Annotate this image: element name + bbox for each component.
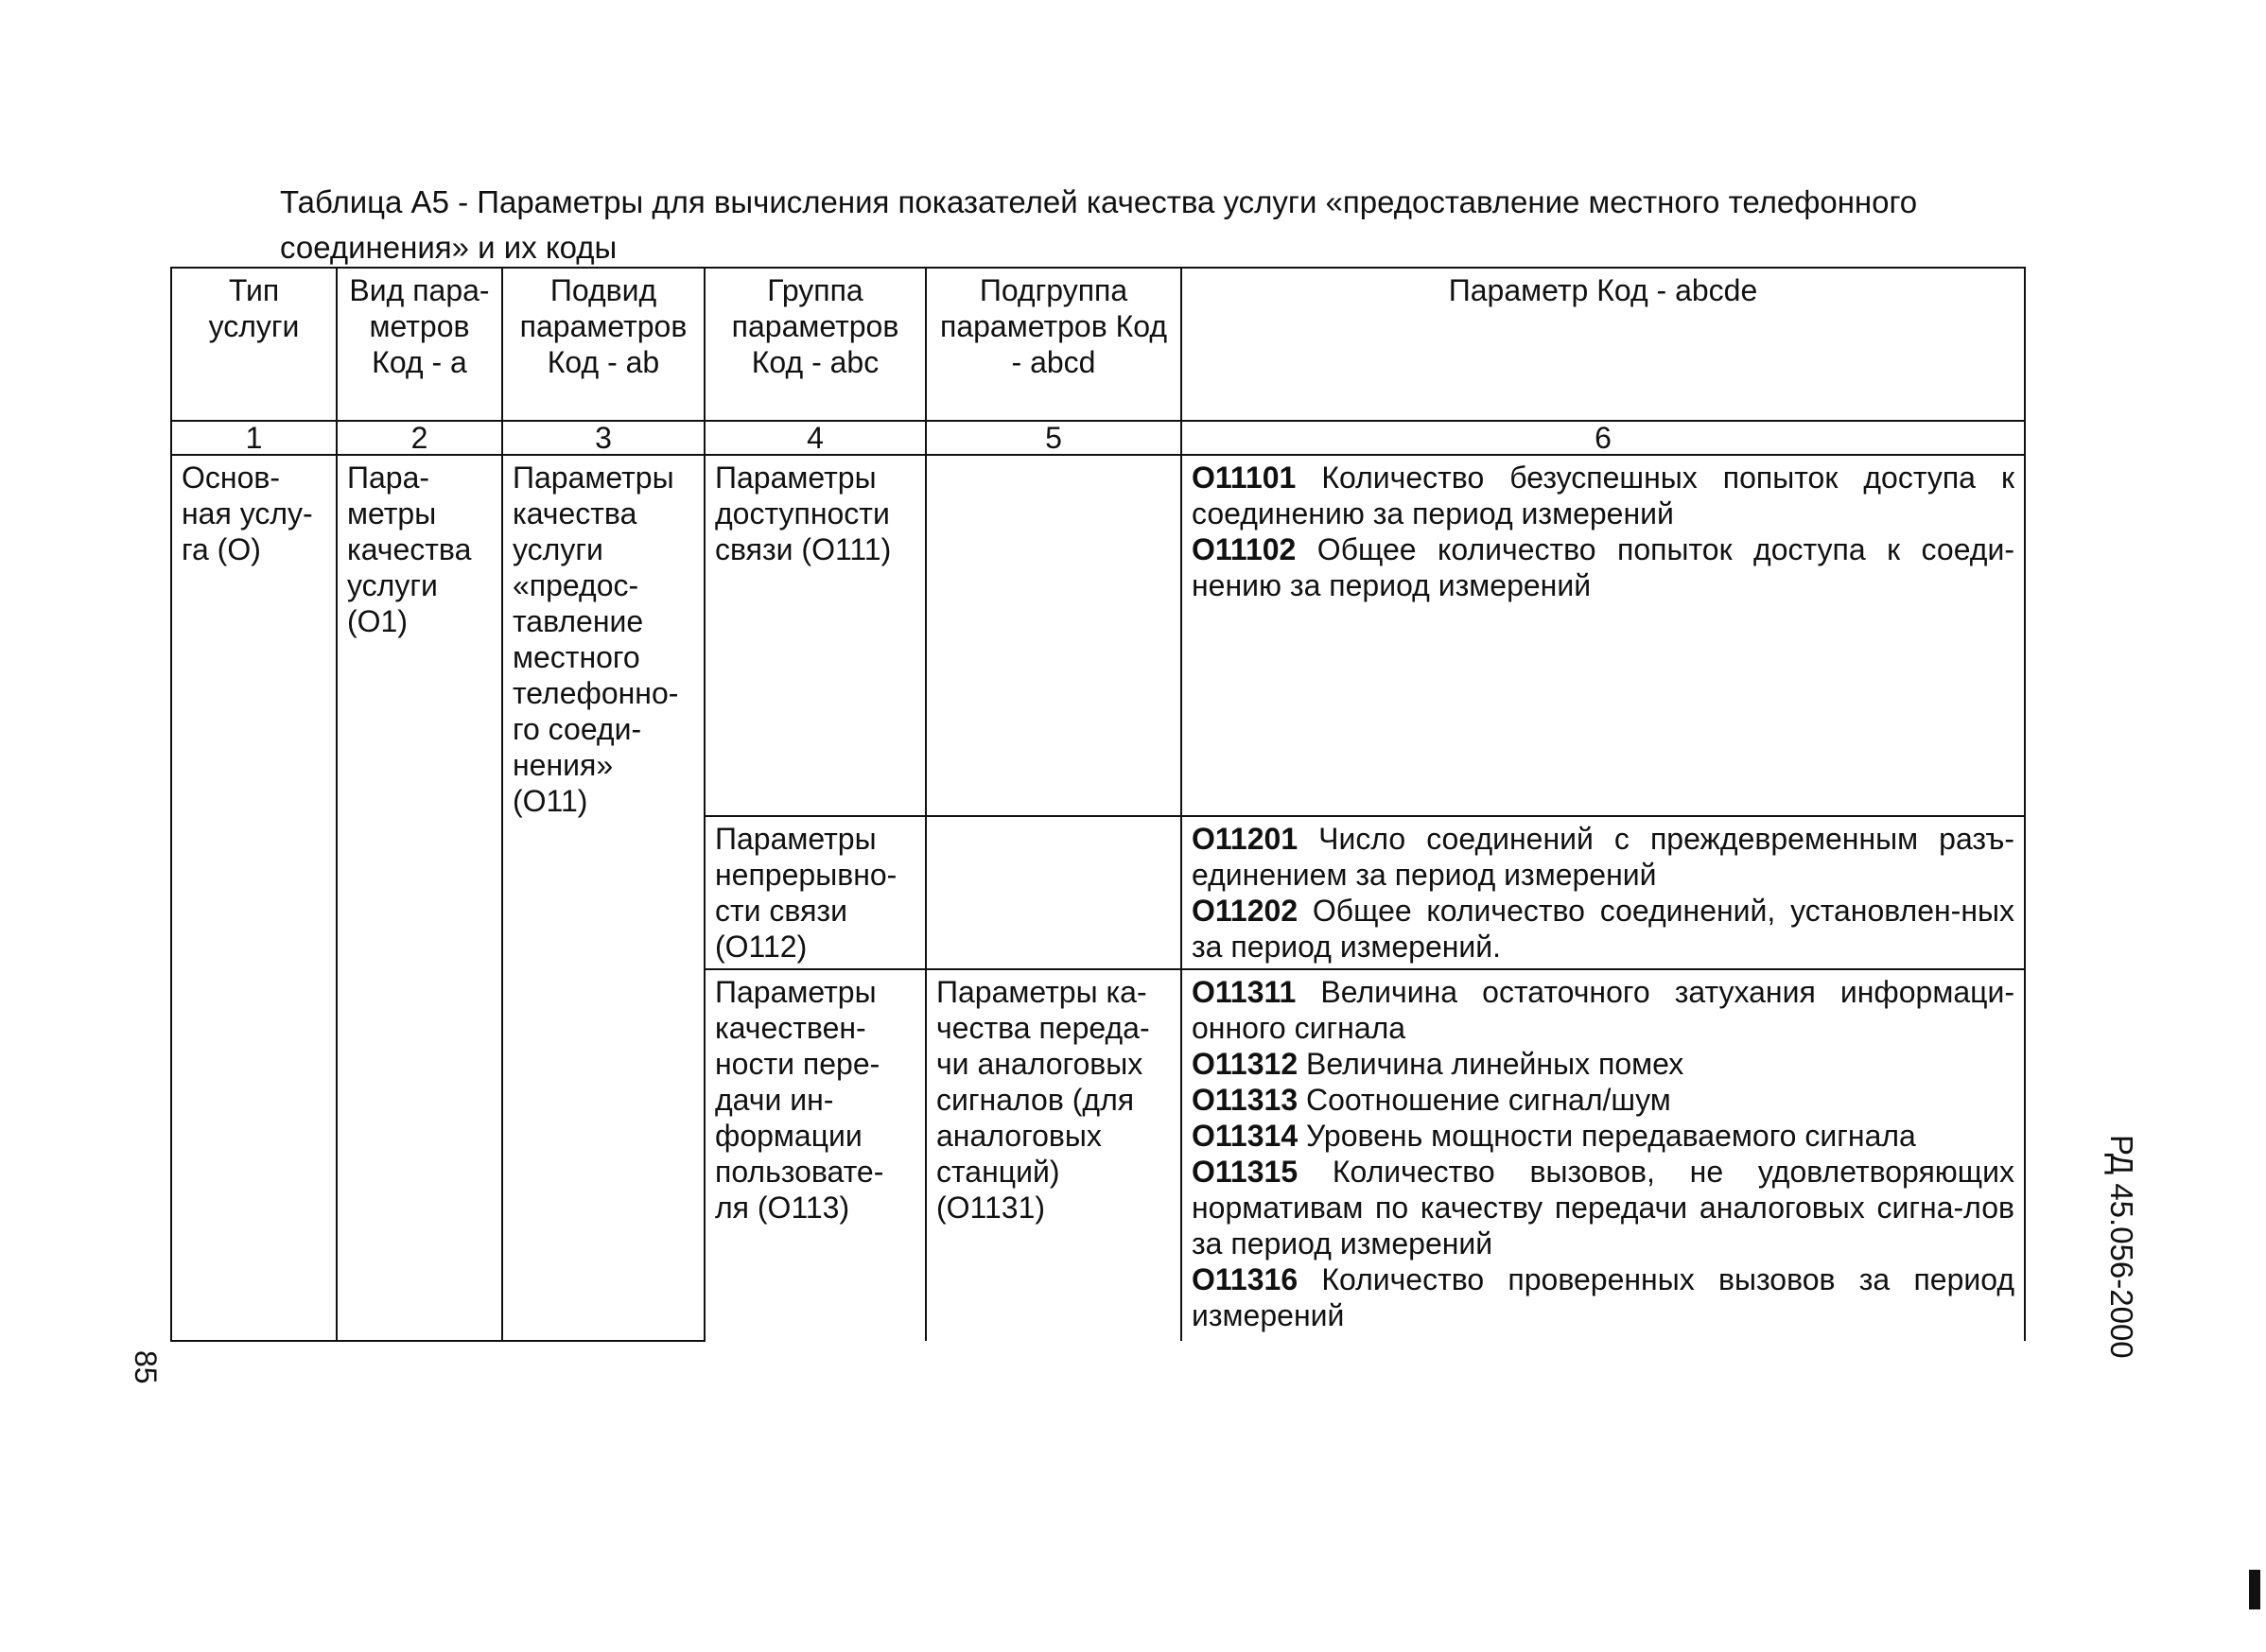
column-number: 2: [337, 421, 502, 455]
column-number: 5: [926, 421, 1181, 455]
subgroup-cell: Параметры ка-чества переда-чи аналоговых сигналов (для аналоговых станций) (О1131): [926, 969, 1181, 1341]
column-number: 1: [171, 421, 337, 455]
params-cell: [1181, 455, 2025, 816]
param-code: О11312: [1192, 1047, 1299, 1081]
param-entry: [1192, 893, 2014, 965]
param-text: Число соединений с преждевременным разъ-единением за период измерений: [1192, 822, 2015, 892]
header-cell: Подвид параметров Код - ab: [502, 268, 705, 421]
param-text: Общее количество попыток доступа к соеди-нению за период измерений: [1192, 532, 2015, 602]
table-caption: Таблица А5 - Параметры для вычисления показателей качества услуги «предоставление местного телефонного соединения» и их коды: [280, 184, 1918, 265]
param-code: О11314: [1192, 1119, 1299, 1153]
params-cell: [1181, 969, 2025, 1341]
header-row: [171, 268, 2025, 421]
param-text: Величина остаточного затухания информаци-онного сигнала: [1192, 975, 2014, 1045]
param-text: Соотношение сигнал/шум: [1306, 1083, 1671, 1117]
param-kind-text: Пара-метры качества услуги (О1): [347, 461, 472, 638]
subgroup-cell: [926, 816, 1181, 969]
param-entry: [1192, 1118, 2014, 1154]
param-subkind-cell: [502, 455, 705, 1341]
page-number: 85: [129, 1350, 163, 1384]
param-entry: [1192, 974, 2014, 1046]
column-number: 4: [705, 421, 926, 455]
param-code: О11315: [1192, 1155, 1299, 1189]
param-code: О11202: [1192, 894, 1299, 928]
group-cell: Параметры непрерывно-сти связи (О112): [705, 816, 926, 969]
param-text: Количество вызовов, не удовлетворяющих нормативам по качеству передачи аналоговых сигна-лов за период измерений: [1192, 1155, 2014, 1261]
param-entry: [1192, 531, 2014, 603]
table-row: [171, 455, 2025, 816]
param-code: О11102: [1192, 532, 1297, 566]
param-entry: [1192, 1154, 2014, 1261]
header-cell: Параметр Код - abcde: [1181, 268, 2025, 421]
param-entry: [1192, 1261, 2014, 1333]
param-code: О11201: [1192, 822, 1299, 856]
document-code: РД 45.056-2000: [2104, 1135, 2139, 1359]
param-entry: [1192, 460, 2014, 531]
param-entry: [1192, 821, 2014, 893]
group-cell: Параметры качествен-ности пере-дачи ин-формации пользовате-ля (О113): [705, 969, 926, 1341]
param-entry: [1192, 1046, 2014, 1082]
header-cell: Вид пара-метров Код - a: [337, 268, 502, 421]
param-code: О11316: [1192, 1262, 1299, 1296]
param-code: О11101: [1192, 461, 1297, 495]
param-text: Величина линейных помех: [1306, 1047, 1684, 1081]
param-text: Уровень мощности передаваемого сигнала: [1306, 1119, 1916, 1153]
column-number: 3: [502, 421, 705, 455]
param-code: О11313: [1192, 1083, 1299, 1117]
service-type-text: Основ-ная услу-га (О): [182, 461, 313, 566]
param-text: Количество проверенных вызовов за период измерений: [1192, 1262, 2014, 1332]
subgroup-cell: [926, 455, 1181, 816]
column-number: 6: [1181, 421, 2025, 455]
header-cell: Тип услуги: [171, 268, 337, 421]
group-cell: Параметры доступности связи (О111): [705, 455, 926, 816]
params-cell: [1181, 816, 2025, 969]
header-cell: Группа параметров Код - abc: [705, 268, 926, 421]
param-entry: [1192, 1082, 2014, 1118]
param-text: Общее количество соединений, установлен-ных за период измерений.: [1192, 894, 2015, 964]
parameters-table: [170, 267, 2026, 1342]
param-code: О11311: [1192, 975, 1297, 1009]
scan-edge-mark: [2249, 1570, 2260, 1609]
param-subkind-text: Параметры качества услуги «предос-тавление местного телефонно-го соеди-нения» (О11): [513, 461, 679, 818]
column-number-row: [171, 421, 2025, 455]
service-type-cell: [171, 455, 337, 1341]
param-kind-cell: [337, 455, 502, 1341]
param-text: Количество безуспешных попыток доступа к соединению за период измерений: [1192, 461, 2015, 530]
header-cell: Подгруппа параметров Код - abcd: [926, 268, 1181, 421]
